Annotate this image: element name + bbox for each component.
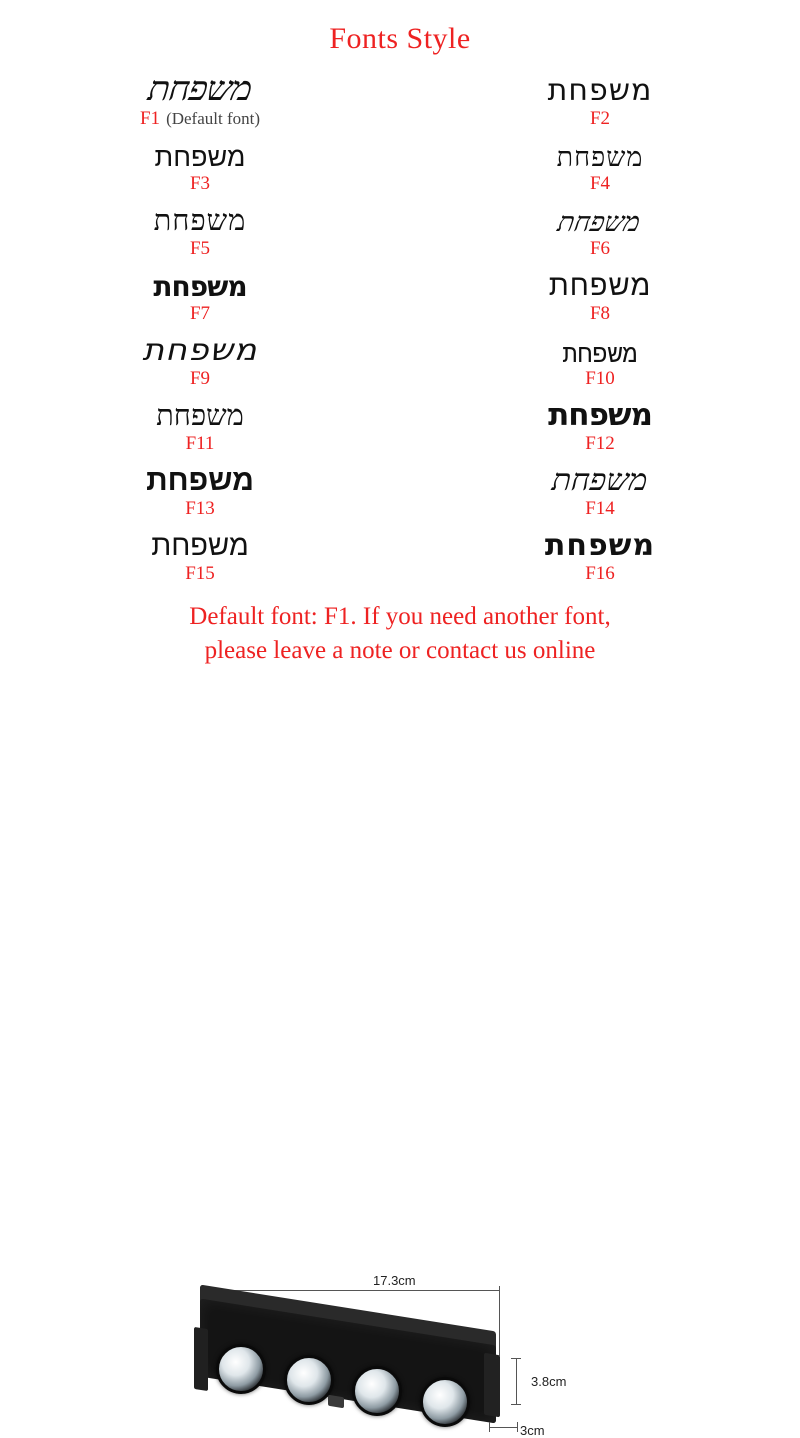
font-id-f4: F4 xyxy=(589,173,611,194)
font-label-row-f3 xyxy=(0,173,400,195)
font-id-f14: F14 xyxy=(585,498,615,519)
font-sample-f5: משפחת xyxy=(153,205,247,237)
font-id-f16: F16 xyxy=(585,563,615,584)
font-option-f3[interactable] xyxy=(0,131,400,196)
font-id-f10: F10 xyxy=(585,368,615,389)
font-sample-f11: משפחת xyxy=(156,400,244,432)
font-label-row-f7 xyxy=(0,303,400,325)
font-option-f11[interactable] xyxy=(0,391,400,456)
font-option-f2[interactable] xyxy=(400,66,800,131)
page-title: Fonts Style xyxy=(329,22,471,55)
fonts-style-page xyxy=(0,22,800,1438)
font-id-f2: F2 xyxy=(589,108,611,129)
led-lens-1 xyxy=(216,1344,266,1394)
font-id-f9: F9 xyxy=(189,368,211,389)
font-label-row-f16 xyxy=(400,563,800,585)
font-label-row-f5 xyxy=(0,238,400,260)
font-id-f7: F7 xyxy=(189,303,211,324)
font-sample-f4: משפחת xyxy=(556,142,644,173)
font-option-f1[interactable] xyxy=(0,66,400,131)
font-label-row-f15 xyxy=(0,563,400,585)
fonts-grid xyxy=(0,66,800,586)
font-label-row-f2 xyxy=(400,108,800,130)
notice-line-2: please leave a note or contact us online xyxy=(204,636,596,664)
led-lens-2 xyxy=(284,1355,334,1405)
depth-tick-left xyxy=(489,1422,490,1432)
lamp-end-cap-right xyxy=(484,1352,500,1417)
font-label-row-f13 xyxy=(0,498,400,520)
height-dimension-line xyxy=(516,1358,517,1404)
font-id-f15: F15 xyxy=(185,563,215,584)
notice-line-1: Default font: F1. If you need another font, xyxy=(189,603,611,630)
font-option-f13[interactable] xyxy=(0,456,400,521)
height-tick-top xyxy=(511,1358,521,1359)
font-sample-f7: משפחת xyxy=(153,270,247,303)
depth-tick-right xyxy=(517,1422,518,1432)
font-sample-f16: משפחת xyxy=(544,528,656,563)
led-lens-3 xyxy=(352,1366,402,1416)
font-option-f6[interactable] xyxy=(400,196,800,261)
font-option-f4[interactable] xyxy=(400,131,800,196)
font-sample-f15: משפחת xyxy=(151,530,249,562)
lamp-end-cap-left xyxy=(194,1326,208,1390)
default-font-notice xyxy=(0,600,800,668)
font-sample-f9: משפחת xyxy=(142,333,258,368)
font-sample-f6: משפחת xyxy=(555,207,643,238)
font-option-f16[interactable] xyxy=(400,521,800,586)
font-id-f8: F8 xyxy=(589,303,611,324)
font-id-f5: F5 xyxy=(189,238,211,259)
font-option-f10[interactable] xyxy=(400,326,800,391)
font-label-row-f1 xyxy=(0,108,400,130)
font-sample-f3: משפחת xyxy=(154,142,246,172)
depth-dimension-line xyxy=(489,1427,517,1428)
font-id-f13: F13 xyxy=(185,498,215,519)
font-sample-f10: משפחת xyxy=(562,339,638,368)
font-option-f5[interactable] xyxy=(0,196,400,261)
font-label-row-f6 xyxy=(400,238,800,260)
font-id-f1: F1 xyxy=(139,108,161,129)
font-sample-f13: משפחת xyxy=(146,464,254,497)
font-sample-f12: משפחת xyxy=(548,397,652,433)
font-label-row-f4 xyxy=(400,173,800,195)
font-option-f12[interactable] xyxy=(400,391,800,456)
font-default-note: (Default font) xyxy=(166,109,260,128)
font-option-f9[interactable] xyxy=(0,326,400,391)
font-id-f11: F11 xyxy=(185,433,215,454)
font-option-f15[interactable] xyxy=(0,521,400,586)
font-option-f14[interactable] xyxy=(400,456,800,521)
font-sample-f8: משפחת xyxy=(548,270,652,302)
length-dimension-line xyxy=(207,1290,499,1291)
led-lens-4 xyxy=(420,1377,470,1427)
font-label-row-f8 xyxy=(400,303,800,325)
font-sample-f1: משפחת xyxy=(146,69,254,109)
font-label-row-f10 xyxy=(400,368,800,390)
font-id-f6: F6 xyxy=(589,238,611,259)
font-sample-f2: משפחת xyxy=(547,73,653,108)
font-option-f7[interactable] xyxy=(0,261,400,326)
font-label-row-f14 xyxy=(400,498,800,520)
lamp-illustration xyxy=(188,1312,498,1407)
font-sample-f14: משפחת xyxy=(550,463,649,498)
height-tick-bottom xyxy=(511,1404,521,1405)
length-label: 17.3cm xyxy=(373,1272,416,1288)
font-option-f8[interactable] xyxy=(400,261,800,326)
font-label-row-f11 xyxy=(0,433,400,455)
length-leader-right xyxy=(499,1294,500,1356)
depth-label: 3cm xyxy=(520,1422,545,1438)
height-label: 3.8cm xyxy=(531,1373,567,1389)
font-id-f12: F12 xyxy=(585,433,615,454)
font-label-row-f12 xyxy=(400,433,800,455)
font-id-f3: F3 xyxy=(189,173,211,194)
product-diagram xyxy=(0,682,800,1438)
font-label-row-f9 xyxy=(0,368,400,390)
power-switch[interactable] xyxy=(328,1394,344,1408)
